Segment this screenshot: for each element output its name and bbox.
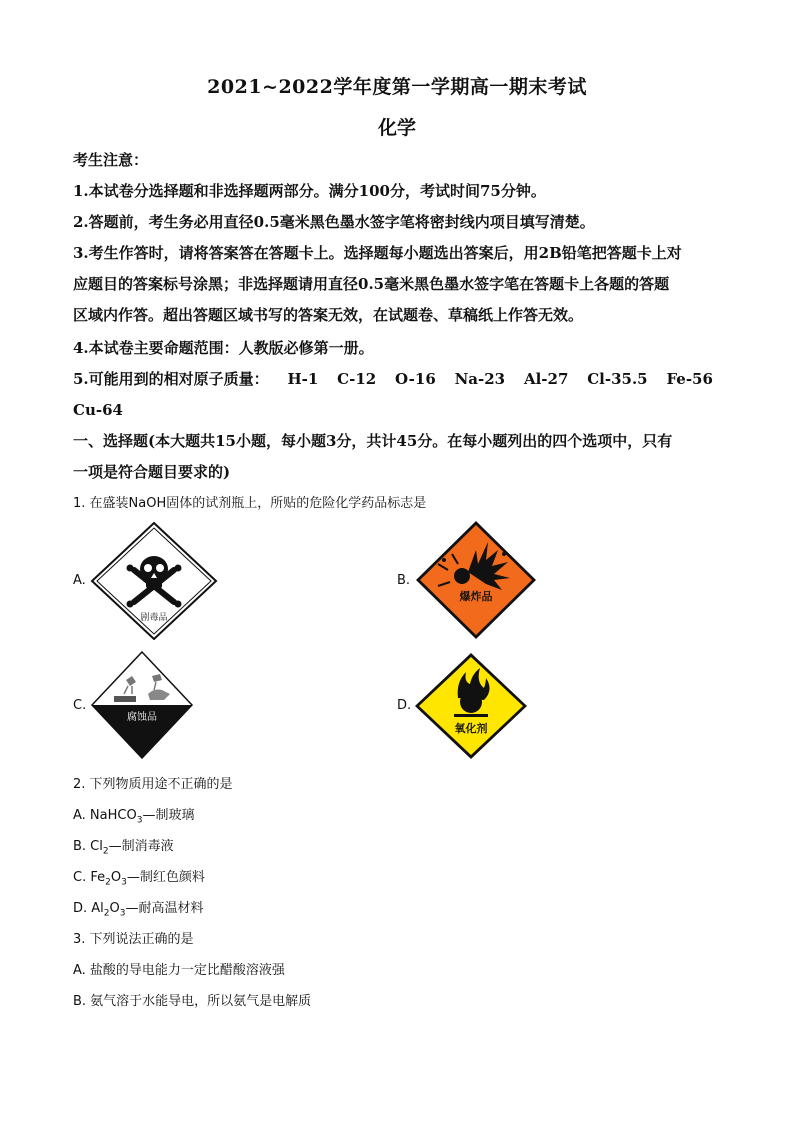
q1-option-a-sign (90, 522, 218, 640)
q2-option-d: D. $Al_2O_3—$耐高温材料 (73, 901, 204, 919)
section-heading-cont: 一项是符合题目要求的) (73, 463, 231, 481)
exam-title: 2021~2022学年度第一学期高一期末考试 (207, 76, 587, 98)
q1-option-d-label: D. (397, 698, 412, 713)
notice-item-3-cont2: 区域内作答。超出答题区域书写的答案无效，在试题卷、草稿纸上作答无效。 (73, 306, 584, 324)
q1-option-b-sign (414, 520, 538, 640)
atomic-mass-c: C-12 (337, 370, 377, 388)
atomic-mass-h: H-1 (287, 370, 319, 388)
atomic-mass-cu: Cu-64 (73, 401, 123, 419)
atomic-mass-label: 5.可能用到的相对原子质量： (73, 370, 269, 388)
notice-item-2: 2.答题前，考生务必用直径0.5毫米黑色墨水签字笔将密封线内项目填写清楚。 (73, 213, 595, 231)
atomic-mass-line (73, 369, 733, 389)
q1-option-a-sign-text: 剧毒品 (140, 613, 168, 623)
notice-item-3-cont: 应题目的答案标号涂黑；非选择题请用直径0.5毫米黑色墨水签字笔在答题卡上各题的答题 (73, 275, 670, 293)
atomic-mass-fe: Fe-56 (666, 370, 713, 388)
notice-heading: 考生注意： (73, 151, 149, 169)
q1-option-c-sign-text: 腐蚀品 (127, 712, 157, 723)
atomic-mass-cl: Cl-35.5 (587, 370, 648, 388)
q2-option-a: A. NaHCO$_3$—制玻璃 (73, 808, 195, 826)
question-3-stem: 3. 下列说法正确的是 (73, 932, 194, 947)
q1-option-c-sign (90, 650, 194, 760)
atomic-mass-o: O-16 (395, 370, 436, 388)
q1-option-d-sign (414, 652, 528, 760)
q2-option-b: B. $Cl_2—$制消毒液 (73, 839, 174, 857)
section-heading: 一、选择题(本大题共15小题，每小题3分，共计45分。在每小题列出的四个选项中，只有 (73, 432, 673, 450)
q2-option-c: C. $Fe_2O_3—$制红色颜料 (73, 870, 205, 888)
q1-option-d-sign-text: 氧化剂 (454, 722, 488, 735)
q1-option-a-label: A. (73, 573, 86, 588)
q1-option-b-label: B. (397, 573, 411, 588)
notice-item-3: 3.考生作答时，请将答案答在答题卡上。选择题每小题选出答案后，用2B铅笔把答题卡上对 (73, 244, 682, 262)
notice-item-4: 4.本试卷主要命题范围：人教版必修第一册。 (73, 339, 374, 357)
q1-option-b-sign-text: 爆炸品 (459, 590, 493, 603)
q3-option-b: B. 氨气溶于水能导电，所以氨气是电解质 (73, 994, 312, 1009)
atomic-mass-al: Al-27 (523, 370, 569, 388)
question-1-stem: 1. 在盛装NaOH固体的试剂瓶上，所贴的危险化学药品标志是 (73, 496, 427, 511)
notice-item-1: 1.本试卷分选择题和非选择题两部分。满分100分，考试时间75分钟。 (73, 182, 546, 200)
subject-title: 化学 (377, 117, 416, 139)
question-2-stem: 2. 下列物质用途不正确的是 (73, 777, 233, 792)
atomic-mass-na: Na-23 (454, 370, 506, 388)
q3-option-a: A. 盐酸的导电能力一定比醋酸溶液强 (73, 963, 285, 978)
q1-option-c-label: C. (73, 698, 87, 713)
